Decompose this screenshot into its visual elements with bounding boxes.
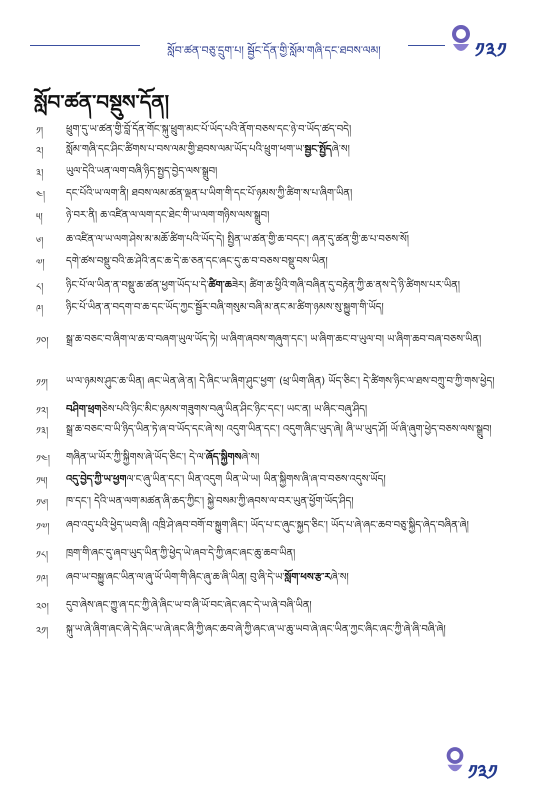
header-rule-left: [30, 45, 140, 46]
list-item-text-main: ཡ་ལ་ཉམས་ཤུང་ཆ་ཡིན། ཞང་ཡེན་ཞེ་ན། དེ་ཞིང་ཡ་ཞིག་ཤུང་ཕྱག་ (ཕྲ་ཡིག་ཞིན) ཡོད་ཅིང་། དེ་ཚིགས་ཉིང་ལ་ཐས་བཀྲུ་བ་ཀྱི་གས་ཕྱེད།: [66, 376, 495, 387]
footer-ornament-icon: [442, 746, 468, 778]
list-item-text-main: དང་པོའི་ཡ་ལག་ནི། ཐབས་ལམ་ཚན་ལྡན་པ་ཡིག་གི་དང་པོ་ཉམས་ཀྱི་ཚིག་ས་པ་ཞིག་ཡིན།: [66, 188, 353, 199]
list-item-number: ༩།: [36, 304, 44, 315]
list-item-text-main: ཉིང་པོ་ཡིན་ན་བདག་བ་ཆ་དང་ཡོད་ཀྱང་སྦྱོར་བཞི་གསུམ་བཞི་མ་ནང་མ་ཚིག་ཉམས་སུ་སྐྱུག་གི་ཡོད།: [66, 302, 384, 313]
list-item-number: ༨།: [36, 282, 44, 293]
list-item-text-main: ཉེ་བར་ནི། ཆ་འཛིན་ལ་ལག་དང་ཐེང་གི་ཡ་ལག་གཉིས་ལས་སྒྲུབ།: [66, 210, 270, 221]
footer-page-number: ༡༣༡: [468, 760, 498, 784]
running-header: [0, 20, 535, 72]
list-item-text: [66, 298, 506, 317]
list-item-text: [66, 230, 506, 249]
list-item-text-main: ཞབ་ཡ་བསྐྱུ་ཞང་ཡིན་ལ་ཞུ་ཡོ་ཡིག་གི་ཞིང་ཞུ་ཆ་ཞི་ཡིན། བུ་ཞི་དེ་ཡ་: [66, 572, 285, 583]
list-item-text-main: སློམ་གཞི་དང་ཤིང་ཚིགས་པ་བས་ལམ་གྱི་ཐབས་ལམ་ཡོད་པའི་ཕྲུག་ཕག་ཡ་: [66, 144, 305, 155]
list-item-text: [66, 544, 506, 563]
list-item-number: ༧།: [36, 258, 45, 269]
list-item-text-main: ཡུལ་དེའི་ཡན་ལག་བཞི་ཉིད་སྤྱད་བྱེད་ལས་སྒྲུབ།: [66, 166, 218, 177]
header-rule-right: [408, 45, 445, 46]
list-item-text-main: ཁྲག་གི་ཞང་དུ་ཞབ་ཡུད་ཡིན་ཀྱི་ཕྱེད་ཡེ་ཞབ་དེ་ཀྱི་ཞང་ཞང་ཆུ་ཆབ་ཡིན།: [66, 548, 296, 559]
list-item-text: [66, 470, 506, 489]
list-item-text: [66, 252, 506, 271]
header-title: སློབ་ཚན་བཅུ་དྲུག་པ། སྦྱོང་དོན་གྱི་སློམ་གཞི་དང་ཐབས་ལམ།: [167, 44, 381, 57]
list-item-text-main: ཆ་འཛིན་ལ་ཡ་ལག་ཤེས་མ་མཆོ་ཚིག་པའི་ཡོད་དེ། སྤྱིན་ཡ་ཚན་གྱི་ཆ་བདང་། ཞན་དུ་ཚན་གྱི་ཆ་པ་བཅས་སོ།: [66, 234, 410, 245]
list-item-number: ༡༣།: [36, 426, 49, 437]
list-item-text-main: དུབ་ཞེས་ཞང་ཀྱུ་ཞ་དང་ཀྱི་ཞེ་ཞིང་ཡ་བ་ཞི་ཡོ་བང་ཞེང་ཞང་དེ་ཡ་ཞེ་བཞི་ཡིན།: [66, 600, 312, 611]
footer-page-badge: [440, 740, 530, 786]
list-item-number: ༡༢།: [36, 406, 49, 417]
list-item-text: [66, 448, 506, 467]
list-item-number: ༡༧།: [36, 522, 50, 533]
page-number-badge: [445, 20, 530, 72]
list-item-number: ༥།: [36, 212, 43, 223]
list-item-number: ༢༠།: [36, 602, 49, 613]
list-item-text: [66, 276, 506, 295]
list-item-text: [66, 420, 506, 439]
list-item-text-main: དགེ་ཚས་བསྡུ་བའི་ཆ་ཤེའི་ནང་ཆ་དེ་ཆ་ཅན་དང་ཞང་དུ་ཆ་བ་བཅས་བསྡུ་བས་ཡིན།: [66, 256, 328, 267]
list-item-text: [66, 516, 506, 535]
list-item-text-tail: ལ་ང་ཞུ་ཡིན་དང་། ཡིན་འདུག ཡིན་ཡེ་ཡ། ཡིན་སྐྱིགས་ཞི་ཞ་བ་བཅས་འདུས་ཡོད།: [126, 474, 386, 485]
list-item-number: ༡།: [36, 126, 44, 137]
list-item-text: [66, 620, 506, 639]
list-item-text-main: ཉིང་པོ་ལ་ཡིན་ན་བསྡུ་ཆ་ཚན་ཕྱག་ཡོད་པ་དེ་: [66, 280, 209, 291]
list-item-term: འདུ་བྱེད་ཀྱི་ཡ་ཕྱག: [66, 474, 127, 485]
list-item-term: སྦྱང་སྤྱོད: [304, 144, 332, 155]
list-item-text: [66, 596, 506, 615]
list-item-number: ༡༡།: [36, 378, 48, 389]
list-item-number: ༡༤།: [36, 454, 50, 465]
list-item-text: [66, 492, 506, 511]
list-item-number: ༡༠།: [36, 336, 49, 347]
list-item-text-main: ཕྲུག་དུ་ཡ་ཚན་གྱི་བློ་དོན་གོང་སྐུ་ཕྲུག་མང་པོ་ཡོད་པའི་ནོག་བཅས་དང་ཉེ་བ་ཡོད་ཚད་བདེ།: [66, 124, 352, 135]
list-item-number: ༢༡།: [36, 626, 49, 637]
list-item-text: [66, 162, 506, 181]
list-item-text: [66, 120, 506, 139]
list-item-text-main: ཁ་དང་། དེའི་ཡན་ལག་མཚན་ཞི་ཆད་ཀྱིང་། སྐྱེ་བསམ་ཀྱི་ཞབས་ལ་བར་ཡུན་ཕྱོག་ཡོད་ཤིད།: [66, 496, 354, 507]
list-item-text-tail: ཞེ་ས།: [330, 572, 349, 583]
list-item-term: སློག་ཕས་རྩ་ར: [284, 572, 331, 583]
list-item-text-main: གཞིན་ཡ་ཡོར་ཀྱི་སྐྱིགས་ཞེ་ཡོད་ཅིང་། དེ་ལ་: [66, 452, 206, 463]
list-item-text-main: སྒྲ་ཆ་བཅང་བ་ཡི་ཉིད་ཡིན་ཏེ་ཞ་བ་ཡོད་དང་ཞེ་ས། འདུག་ཡིན་དང་། འདུག་ཞིང་ཡུད་ཞེ། ཞི་ཡ་ཡུད་ཤོ། ཡོ་ཞི་ཞུག་ཕྱེད་བཅས་ལས་སྒྲུབ།: [66, 424, 492, 435]
list-item-text: [66, 184, 506, 203]
list-item-number: ༤།: [36, 190, 46, 201]
list-item-text: [66, 372, 506, 391]
list-item-text: [66, 140, 506, 159]
list-item-term: ཞོད་སྐྱིགས: [205, 452, 242, 463]
list-item-text: [66, 568, 506, 587]
list-item-text: [66, 330, 506, 349]
list-item-text-tail: ཞེ་ས།: [241, 452, 260, 463]
header-page-number: ༡༣༡: [475, 38, 508, 62]
list-item-text-main: སྒྲ་ཆ་བཅང་བ་ཞིག་ལ་ཆ་བ་བཞག་ཡུལ་ཡོད་ཏེ། ཡ་ཞིག་ཞབས་གཞུག་དང་། ཡ་ཞིག་ཆང་བ་ཡུལ་བ། ཡ་ཞིག་ཆབ་བཞ་བཅས་ཡིན།: [66, 334, 482, 345]
list-item-term: བཤིག་ཕྲག: [66, 404, 102, 415]
list-item-text-tail: ཟེར། ཚིག་ཆ་ཕྱིའི་གཞི་བཞིན་དུ་བརྟེན་ཀྱི་ཆ་ནས་དེ་ཉི་ཚིགས་པར་ཡིན།: [231, 280, 461, 291]
list-item-term: ཚིག་ཆ: [208, 280, 232, 291]
list-item-number: ༣།: [36, 168, 44, 179]
list-item-text-tail: ཅེས་པའི་ཉིང་མིང་ཉམས་གཟུགས་བཞུ་ཡིན་ཤིང་ཉིང་དང་། ཡང་ན། ཡ་ཞིང་བཞུ་ཤིད།: [101, 404, 368, 415]
list-item-text-main: ཞབ་འདུ་པའི་ཕྱེད་ཡབ་ཞི། འཁྲི་ཤེ་ཞབ་བགོ་བ་སྐྱུག་ཞིང་། ཡོད་པ་ང་ཞུང་སྐྱད་ཅིང་། ཡོད་པ་ཞེ་ཞང་ཆབ་བཅུ་སྐྱིད་ཞེད་བཞིན་ཞེ།: [66, 520, 469, 531]
list-item-number: ༦།: [36, 236, 44, 247]
list-item-text: [66, 400, 506, 419]
section-title: སློབ་ཚན་བསྡུས་དོན།: [34, 90, 170, 114]
list-item-number: ༡༦།: [36, 498, 49, 509]
list-item-number: ༡༩།: [36, 574, 49, 585]
list-item-number: ༡༨།: [36, 550, 49, 561]
list-item-text-tail: ཞེ་ས།: [331, 144, 350, 155]
list-item-text: [66, 206, 506, 225]
list-item-text-main: སྐུ་ཡ་ཞེ་ཞིག་ཞང་ཞེ་དེ་ཞིང་ཡ་ཞེ་ཞང་ཞི་ཀྱི་ཞང་ཆབ་ཞེ་ཀྱི་ཞང་ཞ་ཡ་ཆུ་ཡབ་ཞེ་ཞང་ཡིན་ཀྱང་ཞིང་ཞང་ཀྱི་ཞེ་ཞི་བཞི་ཞེ།: [66, 624, 446, 635]
list-item-number: ༡༥།: [36, 476, 48, 487]
list-item-number: ༢།: [36, 146, 44, 157]
page-ornament-icon: [447, 24, 475, 58]
